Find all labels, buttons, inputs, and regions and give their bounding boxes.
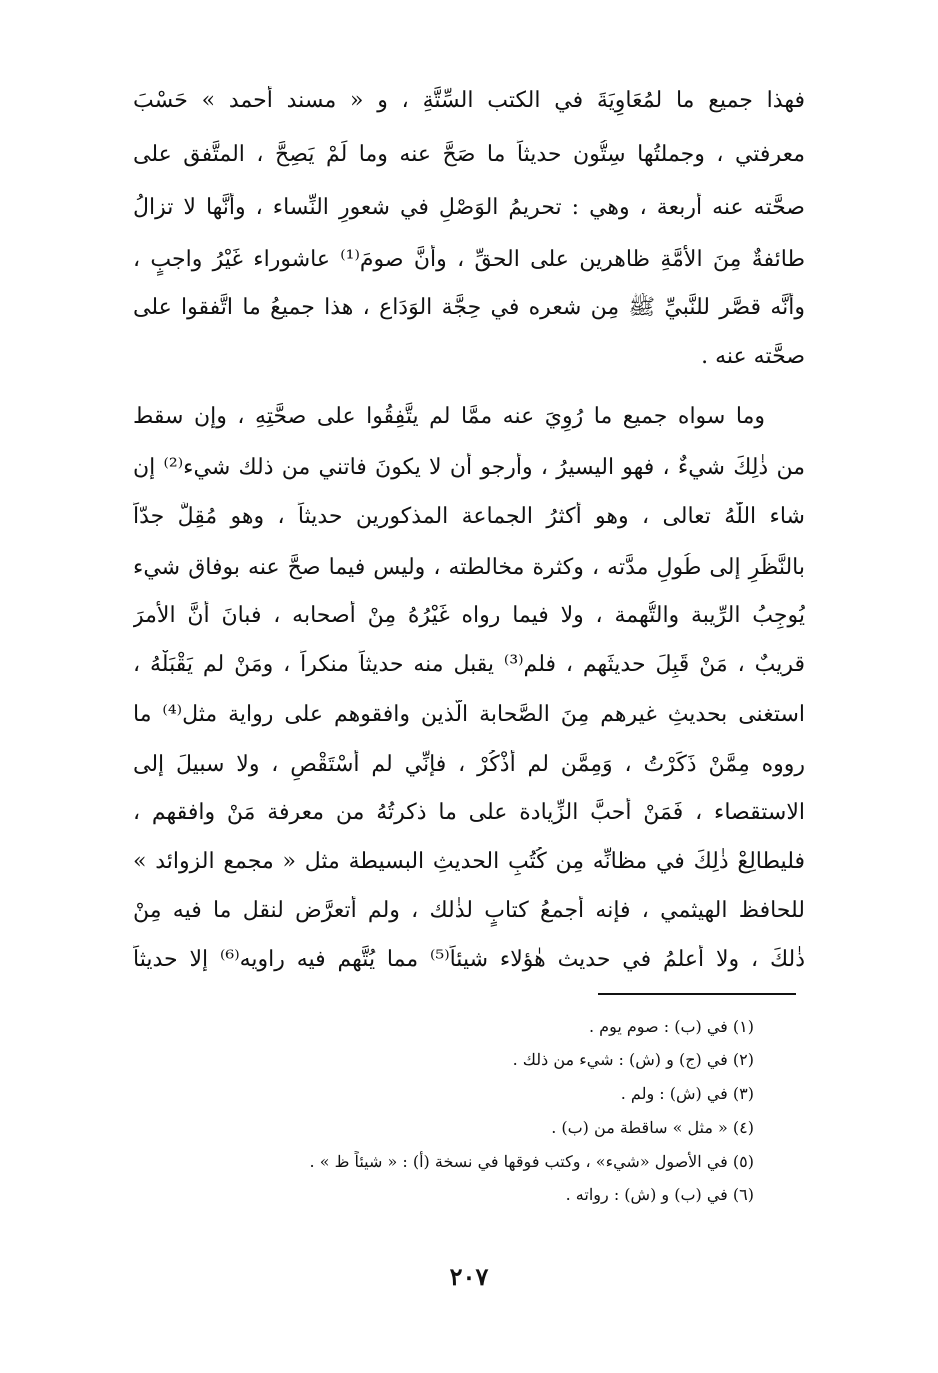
body-line: وما سواه جميع ما رُوِيَ عنه ممَّا لم يتَّفِقُوا على صحَّتِهِ ، وإن سقط bbox=[133, 404, 765, 429]
body-line: فهذا جميع ما لمُعَاوِيَةَ في الكتب السِّتَّةِ ، و « مسند أحمد » حَسْبَ bbox=[133, 88, 805, 113]
footnote: (٣) في (ش) : ولم . bbox=[620, 1084, 754, 1103]
body-line: معرفتي ، وجملتُها سِتُّون حديثاً ما صَحَّ عنه وما لَمْ يَصِحَّ ، المتَّفق على bbox=[133, 142, 805, 167]
body-line: ذٰلكَ ، ولا أعلمُ في حديث هٰؤلاء شيئاً⁽⁵⁾ مما يُتَّهم فيه راويه⁽⁶⁾ إلا حديثاً bbox=[133, 947, 805, 972]
footnote: (٦) في (ب) و (ش) : رواته . bbox=[565, 1185, 754, 1204]
footnote-separator bbox=[598, 993, 796, 995]
body-line: قريبٌ ، مَنْ قَبِلَ حديثَهم ، فلم⁽³⁾ يقبل منه حديثاً منكراً ، ومَنْ لم يَقْبَلْهُ ، bbox=[133, 652, 805, 677]
footnote: (٥) في الأصول «شيء» ، وكتب فوقها في نسخة (أ) : « شيئاً ظ » . bbox=[309, 1152, 754, 1171]
footnote: (١) في (ب) : صوم يوم . bbox=[589, 1017, 754, 1036]
body-line: شاء اللّٰهُ تعالى ، وهو أكثرُ الجماعة المذكورين حديثاً ، وهو مُقِلٌّ جدّاً bbox=[133, 504, 805, 529]
body-line: الاستقصاء ، فَمَنْ أحبَّ الزِّيادة على ما ذكرتُهُ من معرفة مَنْ وافقهم ، bbox=[133, 800, 805, 825]
footnote: (٤) « مثل » ساقطة من (ب) . bbox=[551, 1118, 754, 1137]
body-line: استغنى بحديثِ غيرهم مِنَ الصَّحابة الَّذين وافقوهم على رواية مثل⁽⁴⁾ ما bbox=[133, 702, 805, 727]
body-line: من ذٰلِكَ شيءٌ ، فهو اليسيرُ ، وأرجو أن لا يكونَ فاتني من ذلك شيء⁽²⁾ إن bbox=[133, 455, 805, 480]
footnote: (٢) في (ج) و (ش) : شيء من ذلك . bbox=[512, 1050, 754, 1069]
body-line: للحافظ الهيثمي ، فإنه أجمعُ كتابٍ لذٰلك ، ولم أتعرَّض لنقل ما فيه مِنْ bbox=[133, 898, 805, 923]
body-line: وأنَّه قصَّر للنَّبيِّ ﷺ مِن شعره في حِجَّة الوَدَاع ، هذا جميعُ ما اتَّفقوا على bbox=[133, 295, 805, 320]
body-line: صحَّته عنه . bbox=[701, 344, 805, 369]
page-number: ٢٠٧ bbox=[449, 1262, 489, 1291]
body-line: يُوجِبُ الرِّيبة والتُّهمة ، ولا فيما رواه غَيْرُهُ مِنْ أصحابه ، فبانَ أنَّ الأمرَ bbox=[133, 603, 805, 628]
body-line: رووه مِمَّنْ ذَكَرْتُ ، وَمِمَّن لم أَذْكُرْ ، فإنِّي لم أَسْتَقْصِ ، ولا سبيلَ إلى bbox=[133, 752, 805, 777]
body-line: طائفةٌ مِنَ الأُمَّةِ ظاهرين على الحقِّ ، وأنَّ صومَ⁽¹⁾ عاشوراء غَيْرُ واجبٍ ، bbox=[133, 247, 805, 272]
body-line: صحَّته عنه أربعة ، وهي : تحريمُ الوَصْلِ في شعورِ النِّساء ، وأنَّها لا تزالُ bbox=[133, 195, 805, 220]
body-line: بالنَّظَرِ إلى طُولِ مدَّته ، وكثرة مخالطته ، وليس فيما صحَّ عنه بوفاق شيء bbox=[133, 555, 805, 580]
body-line: فليطالِعْ ذٰلِكَ في مظانِّه مِن كُتُبِ الحديثِ البسيطة مثل « مجمع الزوائد » bbox=[133, 849, 805, 874]
